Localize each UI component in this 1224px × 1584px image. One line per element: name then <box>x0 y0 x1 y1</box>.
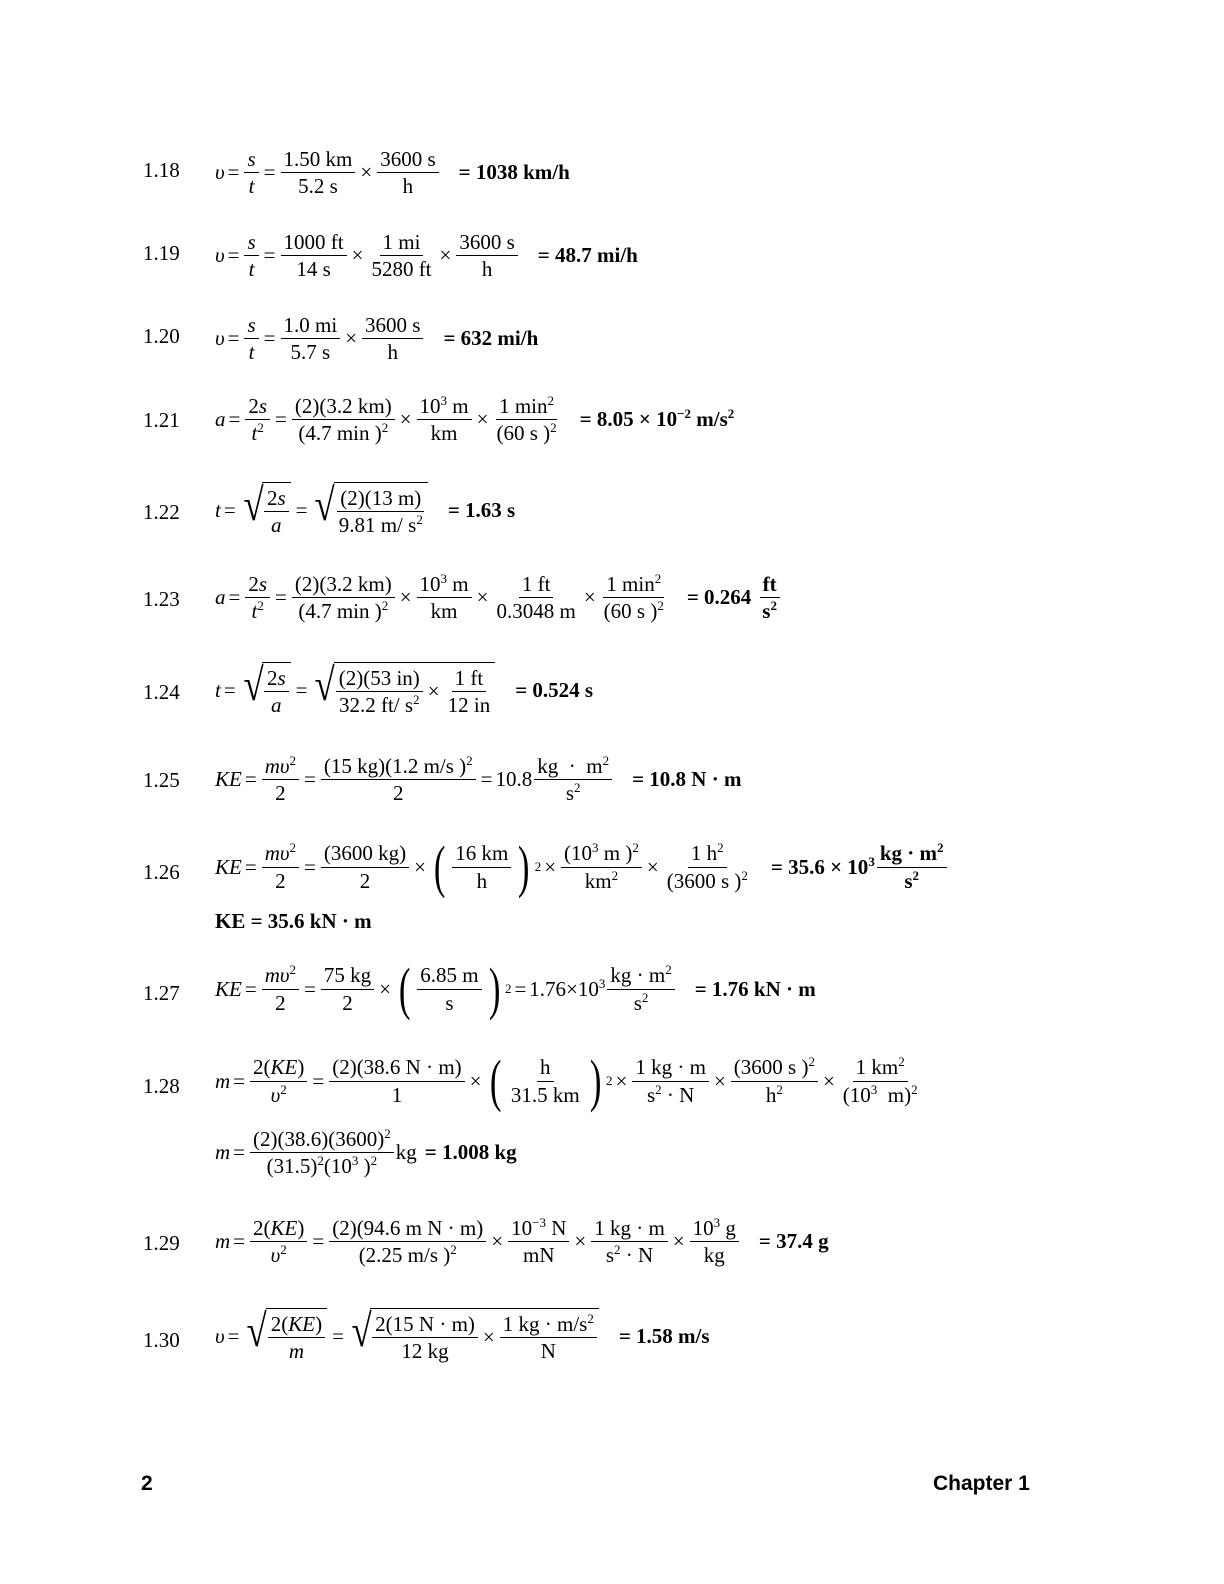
problem-number: 1.21 <box>143 408 180 432</box>
equation: υ = $\frac{s}{t}$ = $\frac{1.50 km}{5.2 s}$ × $\frac{3600 s}{h}$ = 1038 km/h <box>215 147 570 199</box>
chapter-label: Chapter 1 <box>933 1472 1030 1495</box>
problem-number: 1.25 <box>143 768 180 792</box>
problem-number: 1.23 <box>143 587 180 611</box>
equation: a = $\frac{2s}{t^2}$ = $\frac{(2)(3.2 km)}{(4.7 \min )^2}$ × $\frac{10^3 m}{km}$ × $\frac{1 \min^2}{(60 s )^2}$ = $8.05 \times 10^{-2}$ $m/s^2$ <box>215 393 735 446</box>
answer: = 632 mi/h <box>443 326 539 351</box>
equation: KE = $\frac{m\upsilon^2}{2}$ = $\frac{75 kg}{2}$ × ( $\frac{6.85 m}{s}$ ) 2 = $1.76\times 10^3$ $\frac{kg \cdot m^2}{s^2}$ = 1.76 kN · m <box>215 956 816 1021</box>
answer: = 1.008 kg <box>424 1140 517 1165</box>
answer: = 0.524 s <box>515 677 594 702</box>
answer: = 37.4 g <box>758 1229 829 1254</box>
answer: = 1.63 s <box>447 497 516 522</box>
equation: KE = $\frac{m\upsilon^2}{2}$ = $\frac{(3600 kg)}{2}$ × ( $\frac{16 km}{h}$ ) 2 × $\frac{(10^3 m )^2}{km^2}$ × $\frac{1 h^2}{(3600 s )^2}$ = $35.6 \times 10^3$ $\frac{kg \cdot m^2}{s^2}$ <box>215 838 949 896</box>
answer: = 1.76 kN · m <box>694 976 816 1001</box>
problem-number: 1.22 <box>143 500 180 524</box>
answer: = 48.7 mi/h <box>537 243 638 268</box>
problem-number: 1.19 <box>143 241 180 265</box>
answer-line-2: KE = 35.6 kN · m <box>215 909 372 933</box>
problem-number: 1.26 <box>143 860 180 884</box>
equation: m = $\frac{2(KE)}{\upsilon^2}$ = $\frac{\text{(2)(94.6 m N · m)}}{(2.25 m/s )^2}$ × $\frac{10^{-3} N}{mN}$ × $\frac{1 kg \cdot m}{s^2 \cdot N}$ × $\frac{10^3 g}{kg}$ = 37.4 g <box>215 1215 829 1268</box>
problem-number: 1.28 <box>143 1074 180 1098</box>
problem-number: 1.30 <box>143 1328 180 1352</box>
page-number: 2 <box>141 1472 153 1495</box>
equation: KE = $\frac{m\upsilon^2}{2}$ = $\frac{(15 kg)(1.2 m/s )^2}{2}$ = 10.8 $\frac{kg \cdot m^2}{s^2}$ = 10.8 N · m <box>215 753 742 806</box>
equation: υ = $\frac{s}{t}$ = $\frac{1000 ft}{14 s}$ × $\frac{1 mi}{5280 ft}$ × $\frac{3600 s}{h}$ = 48.7 mi/h <box>215 230 638 282</box>
answer: = 1.58 m/s <box>618 1323 710 1348</box>
equation: υ = √ $\frac{2(KE)}{m}$ = √ $\frac{2(15 N \cdot m)}{12 kg}$ × $\frac{1 kg \cdot m/s^2}{N}$ = 1.58 m/s <box>215 1305 710 1364</box>
problem-number: 1.29 <box>143 1231 180 1255</box>
equation: t = √ $\frac{2s}{a}$ = √ $\frac{(2)(53 in)}{32.2 ft/ s^2}$ × $\frac{1 ft}{12 in}$ = 0.524 s <box>215 659 594 718</box>
equation: t = √ $\frac{2s}{a}$ = √ $\frac{(2)(13 m)}{9.81 m/ s^2}$ = 1.63 s <box>215 479 516 538</box>
answer: = 1038 km/h <box>458 160 570 185</box>
problem-number: 1.20 <box>143 324 180 348</box>
problem-number: 1.24 <box>143 680 180 704</box>
equation-line-2: m = $\frac{(2)(38.6)(3600)^2}{(31.5)^2(10^3 )^2}$ kg = 1.008 kg <box>215 1126 517 1179</box>
problem-number: 1.27 <box>143 981 180 1005</box>
answer: = 10.8 N · m <box>632 767 742 792</box>
equation: υ = $\frac{s}{t}$ = $\frac{1.0 mi}{5.7 s}$ × $\frac{3600 s}{h}$ = 632 mi/h <box>215 313 539 365</box>
equation: a = $\frac{2s}{t^2}$ = $\frac{(2)(3.2 km)}{(4.7 \min )^2}$ × $\frac{10^3 m}{km}$ × $\frac{1 ft}{0.3048 m}$ × $\frac{1 \min^2}{(60 s )^2}$ = 0.264 $\frac{ft}{s^2}$ <box>215 571 782 625</box>
answer: = $8.05 \times 10^{-2}$ $m/s^2$ <box>579 406 735 432</box>
answer: = 0.264 <box>686 585 752 610</box>
problem-number: 1.18 <box>143 158 180 182</box>
equation: m = $\frac{2(KE)}{\upsilon^2}$ = $\frac{(2)(38.6 N \cdot m)}{1}$ × ( $\frac{h}{31.5 km}$ ) 2 × $\frac{1 kg \cdot m}{s^2 \cdot N}$ × $\frac{(3600 s )^2}{h^2}$ × $\frac{1 km^2}{(10^3 m)^2}$ <box>215 1048 918 1113</box>
answer: = $35.6 \times 10^3$ <box>770 853 875 879</box>
